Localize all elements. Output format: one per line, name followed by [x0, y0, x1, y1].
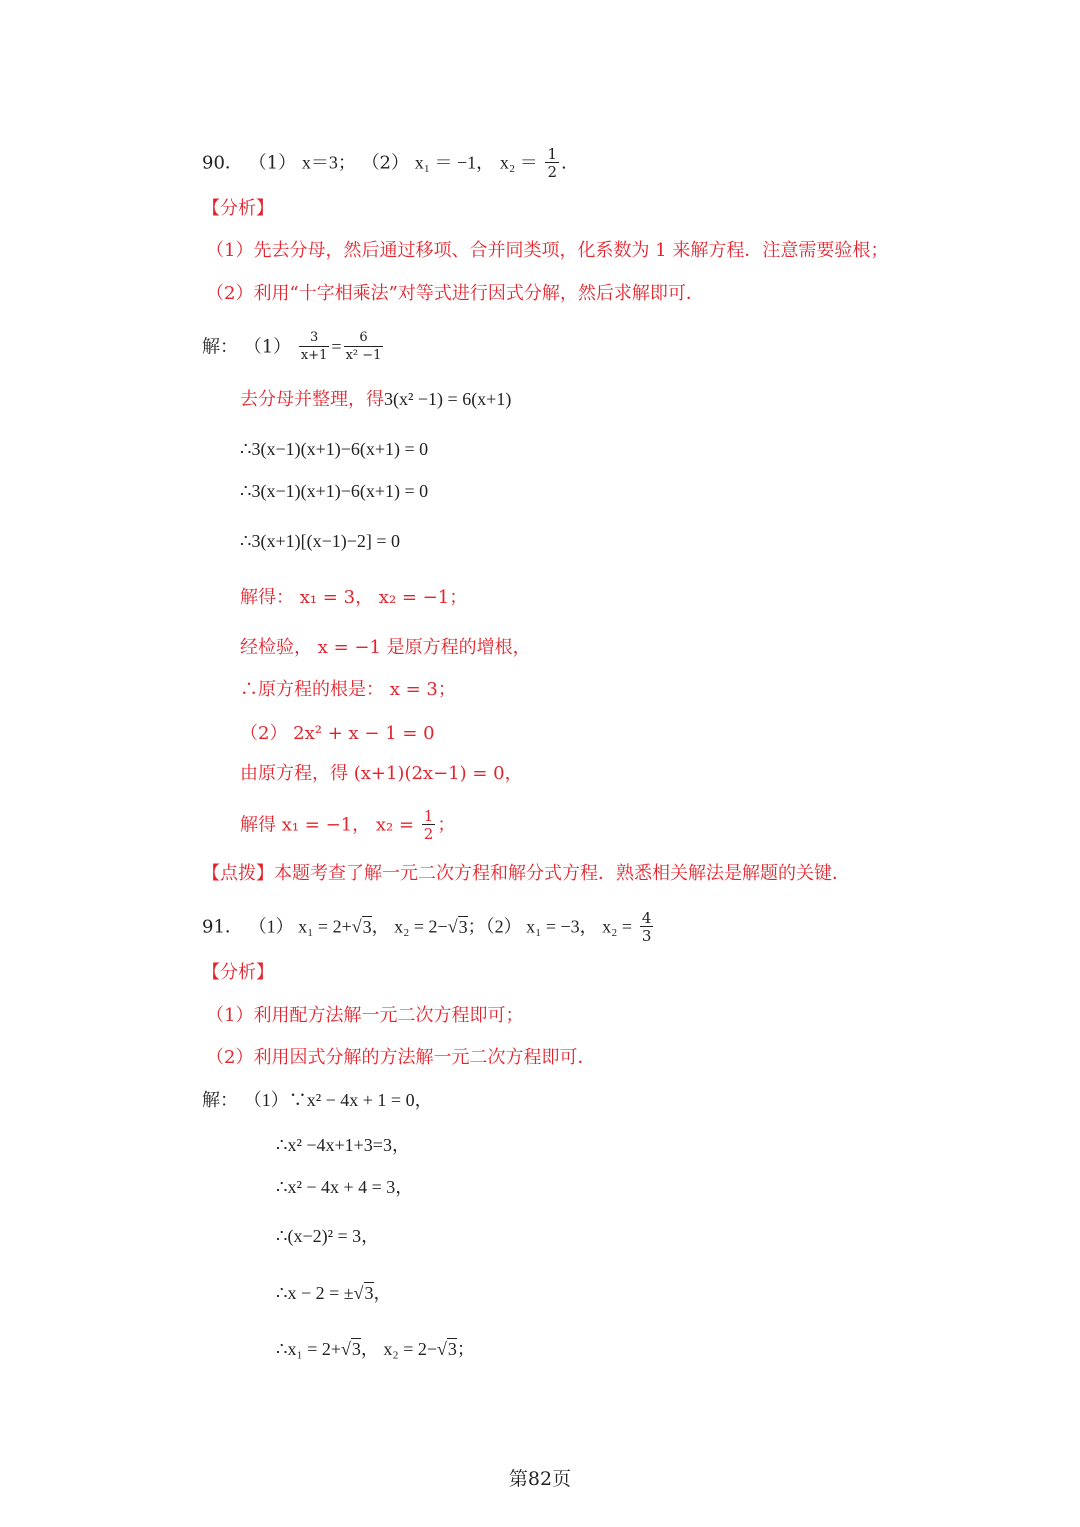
q90-step4: ∴3(x+1)[(x−1)−2] = 0 [240, 531, 401, 551]
q91-step5: ∴x₁ = 2+√3， x₂ = 2−√3； [276, 1339, 475, 1359]
page-number: 第82页 [508, 1468, 572, 1490]
q90-step3: ∴3(x−1)(x+1)−6(x+1) = 0 [240, 481, 429, 501]
q90-analysis-2: （2）利用“十字相乘法”对等式进行因式分解，然后求解即可． [206, 283, 704, 304]
q90-eq-left-fraction: $\frac{3}{x+1}$ [300, 330, 328, 363]
q90-step6: 经检验， x = −1 是原方程的增根， [240, 637, 531, 658]
q90-part1-answer: x＝3； [301, 152, 356, 173]
q90-part2-label: （2） [361, 152, 410, 174]
q90-analysis-title: 【分析】 [202, 198, 274, 219]
q91-number: 91． [202, 916, 243, 938]
q90-part2-fraction: $\frac{1}{2}$ [423, 807, 434, 843]
q91-fraction: $\frac{4}{3}$ [641, 909, 652, 945]
q90-part2-step1: 由原方程，得 (x+1)(2x−1) = 0， [240, 763, 523, 784]
q90-solution-label: 解： [202, 336, 238, 358]
q91-step2: ∴x² − 4x + 4 = 3， [276, 1177, 414, 1197]
q91-analysis-title: 【分析】 [202, 962, 274, 983]
q90-answer-line: 90． （1） x＝3； （2） x₁ ＝ −1， x₂ ＝ $\frac{1}{2}$ . [202, 145, 567, 181]
q90-fraction: $\frac{1}{2}$ [547, 145, 557, 181]
q90-step7: ∴原方程的根是： x = 3； [240, 679, 456, 700]
q90-part2-equation: （2） 2x² + x − 1 = 0 [240, 723, 435, 744]
q91-step3: ∴(x−2)² = 3， [276, 1226, 380, 1246]
q90-step5: 解得： x₁ = 3， x₂ = −1； [240, 587, 468, 608]
q90-part2-answer-a: x₁ ＝ −1， [414, 152, 495, 173]
q90-step1: 去分母并整理，得3(x² −1) = 6(x+1) [240, 389, 512, 410]
q91-analysis-1: （1）利用配方法解一元二次方程即可； [206, 1005, 524, 1026]
q90-solution-line: 解： （1） $\frac{3}{x+1}$ = $\frac{6}{\text{x² −1}}$ [202, 330, 382, 363]
q91-solution-line: 解： （1）∵x² − 4x + 1 = 0， [202, 1090, 433, 1111]
q90-analysis-1: （1）先去分母，然后通过移项、合并同类项，化系数为 1 来解方程．注意需要验根； [206, 240, 889, 261]
q91-answer-line: 91． （1） x₁ = 2+√3， x₂ = 2−√3；（2） x₁ = −3， x₂ = $\frac{4}{3}$ [202, 909, 652, 945]
q90-step2: ∴3(x−1)(x+1)−6(x+1) = 0 [240, 439, 429, 459]
q91-analysis-2: （2）利用因式分解的方法解一元二次方程即可． [206, 1047, 596, 1068]
q90-part2-step2: 解得 x₁ = −1， x₂ = $\frac{1}{2}$ ； [240, 807, 456, 843]
q90-part2-answer-b: x₂ ＝ [499, 152, 538, 173]
q90-number: 90． [202, 152, 243, 174]
q90-tip: 【点拨】本题考查了解一元二次方程和解分式方程．熟悉相关解法是解题的关键． [202, 863, 850, 884]
q91-step1: ∴x² −4x+1+3=3， [276, 1135, 410, 1155]
q90-part1-label: （1） [248, 152, 297, 174]
q91-step4: ∴x − 2 = ±√3， [276, 1283, 392, 1303]
q90-eq-right-fraction: $\frac{6}{\text{x² −1}}$ [345, 330, 382, 363]
